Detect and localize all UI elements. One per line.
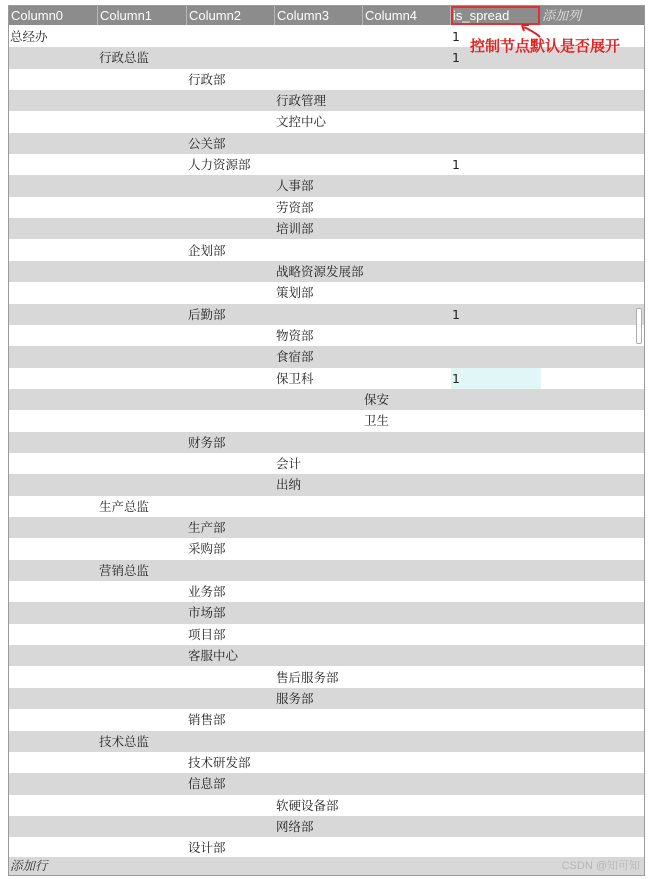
node-label-cell[interactable]: 企划部 bbox=[188, 242, 226, 258]
node-label-cell[interactable]: 保安 bbox=[364, 391, 390, 407]
table-row[interactable] bbox=[9, 837, 644, 858]
node-label-cell[interactable]: 销售部 bbox=[188, 712, 226, 728]
node-label-cell[interactable]: 策划部 bbox=[276, 285, 314, 301]
column-header-is-spread[interactable]: is_spread bbox=[451, 6, 540, 25]
table-row[interactable] bbox=[9, 496, 644, 517]
table-row[interactable] bbox=[9, 816, 644, 837]
table-row[interactable] bbox=[9, 282, 644, 303]
table-row[interactable] bbox=[9, 645, 644, 666]
node-label-cell[interactable]: 采购部 bbox=[188, 541, 226, 557]
table-row[interactable] bbox=[9, 133, 644, 154]
is-spread-cell[interactable] bbox=[451, 581, 541, 602]
table-row[interactable] bbox=[9, 111, 644, 132]
node-label-cell[interactable]: 信息部 bbox=[188, 776, 226, 792]
node-label-cell[interactable]: 后勤部 bbox=[188, 306, 226, 322]
is-spread-cell[interactable] bbox=[451, 90, 541, 111]
is-spread-cell[interactable] bbox=[451, 560, 541, 581]
node-label-cell[interactable]: 生产部 bbox=[188, 520, 226, 536]
data-grid bbox=[8, 5, 645, 876]
node-label-cell[interactable]: 劳资部 bbox=[276, 199, 314, 215]
table-row[interactable] bbox=[9, 773, 644, 794]
table-row[interactable] bbox=[9, 731, 644, 752]
is-spread-cell[interactable] bbox=[451, 133, 541, 154]
table-row[interactable] bbox=[9, 474, 644, 495]
table-row[interactable] bbox=[9, 175, 644, 196]
is-spread-cell[interactable] bbox=[451, 175, 541, 196]
is-spread-cell[interactable] bbox=[451, 688, 541, 709]
table-row[interactable] bbox=[9, 154, 644, 175]
node-label-cell[interactable]: 人力资源部 bbox=[188, 157, 251, 173]
is-spread-cell[interactable] bbox=[451, 667, 541, 688]
table-row[interactable] bbox=[9, 432, 644, 453]
is-spread-cell[interactable] bbox=[451, 261, 541, 282]
table-row[interactable] bbox=[9, 389, 644, 410]
column-header-3[interactable]: Column3 bbox=[275, 6, 363, 25]
is-spread-cell[interactable]: 1 bbox=[452, 50, 460, 66]
node-label-cell[interactable]: 技术研发部 bbox=[188, 754, 251, 770]
node-label-cell[interactable]: 营销总监 bbox=[99, 562, 150, 578]
table-row[interactable] bbox=[9, 325, 644, 346]
table-row[interactable] bbox=[9, 90, 644, 111]
node-label-cell[interactable]: 软硬设备部 bbox=[276, 797, 339, 813]
table-row[interactable] bbox=[9, 795, 644, 816]
node-label-cell[interactable]: 生产总监 bbox=[99, 498, 150, 514]
table-row[interactable] bbox=[9, 560, 644, 581]
is-spread-cell[interactable] bbox=[451, 474, 541, 495]
is-spread-cell[interactable] bbox=[451, 837, 541, 858]
table-row[interactable] bbox=[9, 304, 644, 325]
is-spread-cell[interactable] bbox=[451, 282, 541, 303]
vertical-scrollbar-thumb[interactable] bbox=[636, 308, 642, 344]
is-spread-cell[interactable] bbox=[451, 731, 541, 752]
add-column-button[interactable]: 添加列 bbox=[542, 8, 582, 23]
is-spread-cell[interactable] bbox=[451, 795, 541, 816]
table-row[interactable] bbox=[9, 538, 644, 559]
table-row[interactable] bbox=[9, 667, 644, 688]
node-label-cell[interactable]: 总经办 bbox=[10, 29, 48, 44]
is-spread-cell[interactable] bbox=[451, 197, 541, 218]
node-label-cell[interactable]: 保卫科 bbox=[276, 370, 314, 386]
is-spread-cell[interactable] bbox=[451, 111, 541, 132]
is-spread-cell[interactable] bbox=[451, 816, 541, 837]
node-label-cell[interactable]: 技术总监 bbox=[99, 733, 150, 749]
is-spread-cell[interactable] bbox=[451, 538, 541, 559]
node-label-cell[interactable]: 项目部 bbox=[188, 626, 226, 642]
is-spread-cell[interactable] bbox=[451, 389, 541, 410]
is-spread-cell[interactable] bbox=[451, 752, 541, 773]
node-label-cell[interactable]: 战略资源发展部 bbox=[276, 263, 364, 279]
column-header-0[interactable]: Column0 bbox=[9, 6, 98, 25]
table-row[interactable] bbox=[9, 197, 644, 218]
is-spread-cell[interactable]: 1 bbox=[452, 29, 460, 44]
is-spread-cell[interactable] bbox=[451, 325, 541, 346]
is-spread-cell[interactable] bbox=[451, 453, 541, 474]
column-header-2[interactable]: Column2 bbox=[187, 6, 275, 25]
table-row[interactable] bbox=[9, 346, 644, 367]
add-row-button[interactable]: 添加行 bbox=[10, 858, 48, 873]
table-row[interactable] bbox=[9, 752, 644, 773]
is-spread-cell[interactable] bbox=[451, 346, 541, 367]
table-row[interactable] bbox=[9, 602, 644, 623]
node-label-cell[interactable]: 出纳 bbox=[276, 477, 302, 493]
is-spread-cell[interactable] bbox=[451, 240, 541, 261]
is-spread-cell[interactable] bbox=[451, 432, 541, 453]
watermark: CSDN @知可知 bbox=[561, 860, 640, 872]
node-label-cell[interactable]: 客服中心 bbox=[188, 648, 239, 664]
node-label-cell[interactable]: 卫生 bbox=[364, 413, 390, 429]
is-spread-cell[interactable] bbox=[451, 69, 541, 90]
is-spread-cell[interactable] bbox=[451, 709, 541, 730]
grid-header bbox=[9, 6, 644, 25]
table-row[interactable] bbox=[9, 69, 644, 90]
node-label-cell[interactable]: 公关部 bbox=[188, 135, 226, 151]
table-row[interactable] bbox=[9, 453, 644, 474]
table-row[interactable] bbox=[9, 261, 644, 282]
table-row[interactable] bbox=[9, 709, 644, 730]
table-row[interactable] bbox=[9, 368, 644, 389]
is-spread-cell[interactable] bbox=[451, 218, 541, 239]
node-label-cell[interactable]: 市场部 bbox=[188, 605, 226, 621]
node-label-cell[interactable]: 设计部 bbox=[188, 840, 226, 856]
node-label-cell[interactable]: 会计 bbox=[276, 456, 302, 471]
table-row[interactable] bbox=[9, 688, 644, 709]
table-row[interactable] bbox=[9, 517, 644, 538]
node-label-cell[interactable]: 服务部 bbox=[276, 690, 314, 706]
grid-footer bbox=[9, 857, 644, 875]
table-row[interactable] bbox=[9, 218, 644, 239]
node-label-cell[interactable]: 培训部 bbox=[276, 221, 314, 237]
node-label-cell[interactable]: 网络部 bbox=[276, 818, 314, 834]
node-label-cell[interactable]: 业务部 bbox=[188, 584, 226, 600]
is-spread-cell[interactable] bbox=[451, 517, 541, 538]
is-spread-cell[interactable] bbox=[451, 496, 541, 517]
table-row[interactable] bbox=[9, 240, 644, 261]
is-spread-cell[interactable] bbox=[451, 773, 541, 794]
is-spread-cell[interactable] bbox=[451, 624, 541, 645]
is-spread-cell[interactable] bbox=[451, 410, 541, 431]
node-label-cell[interactable]: 售后服务部 bbox=[276, 669, 339, 685]
table-row[interactable] bbox=[9, 410, 644, 431]
is-spread-cell[interactable]: 1 bbox=[452, 306, 460, 322]
is-spread-cell[interactable]: 1 bbox=[452, 157, 460, 173]
node-label-cell[interactable]: 物资部 bbox=[276, 327, 314, 343]
column-header-1[interactable]: Column1 bbox=[98, 6, 187, 25]
table-row[interactable] bbox=[9, 624, 644, 645]
node-label-cell[interactable]: 行政部 bbox=[188, 71, 226, 87]
column-header-4[interactable]: Column4 bbox=[363, 6, 451, 25]
node-label-cell[interactable]: 财务部 bbox=[188, 434, 226, 450]
node-label-cell[interactable]: 人事部 bbox=[276, 178, 314, 194]
node-label-cell[interactable]: 行政总监 bbox=[99, 50, 150, 66]
node-label-cell[interactable]: 食宿部 bbox=[276, 349, 314, 365]
node-label-cell[interactable]: 文控中心 bbox=[276, 114, 327, 130]
is-spread-cell[interactable] bbox=[451, 645, 541, 666]
annotation-text: 控制节点默认是否展开 bbox=[470, 37, 621, 55]
table-row[interactable] bbox=[9, 581, 644, 602]
is-spread-cell[interactable]: 1 bbox=[451, 368, 541, 389]
is-spread-cell[interactable] bbox=[451, 602, 541, 623]
node-label-cell[interactable]: 行政管理 bbox=[276, 93, 327, 109]
